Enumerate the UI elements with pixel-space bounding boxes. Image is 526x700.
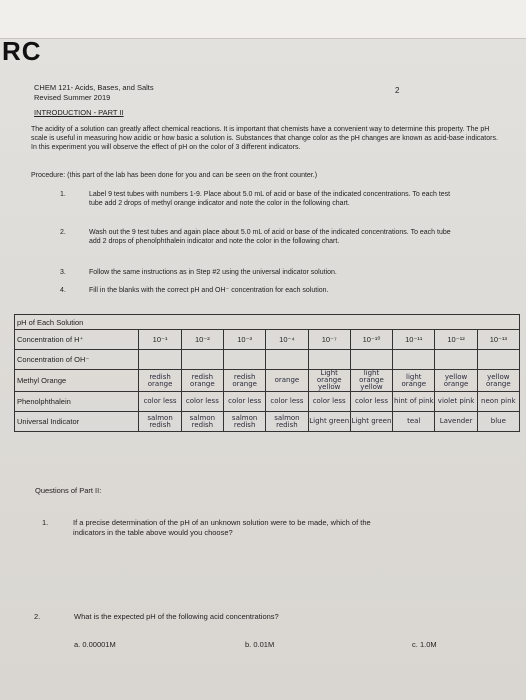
handwritten-color: color less [139,392,181,412]
table-row [15,392,520,412]
option-c: c. 1.0M [412,640,437,649]
handwritten-color: orange [266,370,308,392]
handwritten-color: color less [224,392,266,412]
handwritten-color: salmon redish [224,412,266,432]
blank-cell[interactable] [393,350,435,370]
intro-paragraph: The acidity of a solution can greatly affect chemical reactions. It is important that chemists have a convenient way to determine this property. The pH scale is useful in measuring how acidic or how basic a solution is. Substances that change color as the pH changes are known as acid-base indicators. In this experiment you will observe the effect of pH on the color of 3 different indicators. [31,126,498,151]
table-row [15,370,520,392]
table-row [15,315,520,330]
h-value: 10⁻¹² [435,330,477,350]
handwritten-color: light orange [393,370,435,392]
worksheet-page: RC CHEM 121- Acids, Bases, and Salts Revised Summer 2019 2 INTRODUCTION - PART II The acidity of a solution can greatly affect chemical reactions. It is important that chemists have a convenient way to determine this property. The pH scale is useful in measuring how acidic or how basic a solution is. Substances that change color as the pH changes are known as acid-base indicators. In this experiment you will observe the effect of pH on the color of 3 different indicators. Procedure: (this part of the lab has been done for you and can be seen on the front counter.) 1. Label 9 test tubes with numbers 1-9. Place about 5.0 mL of acid or base of the indicated concentrations. To each test tube add 2 drops of methyl orange indicator and note the color in the following chart. 2. Wash out the 9 test tubes and again place about 5.0 mL of acid or base of the indicated concentrations. To each tube add 2 drops of phenolphthalein indicator and note the color in the following chart. 3. Follow the same instructions as in Step #2 using the universal indicator solution. 4. Fill in the blanks with the correct pH and OH⁻ concentration for each solution. pH of Each Solution Concentration of H⁺ 10⁻¹ 10⁻² 10⁻³ 10⁻⁴ 10⁻⁷ 10⁻¹⁰ 10⁻¹¹ 10⁻¹² 10⁻¹³ Concentration of OH⁻ Methyl Orange redish orange redish orange redish orange orange Light orange yellow light orange yellow light orange yellow orange yellow orange Phenolphthalein color less color less color less color less color less color less hint of pink violet pink neon pink Universal Indicator salmon redish salmon redish salmon redish salmon redish Light green Light green teal Lavender blue Questions of Part II: 1. If a precise determination of the pH of an unknown solution were to be made, which of the indicators in the table above would you choose? 2. What is the expected pH of the following acid concentrations? a. 0.00001M b. 0.01M c. 1.0M [0,0,526,700]
handwritten-color: light orange yellow [350,370,392,392]
document-header [34,83,154,103]
row-label-phenolphthalein: Phenolphthalein [15,392,139,412]
handwritten-color: Lavender [435,412,477,432]
handwritten-color: Light green [350,412,392,432]
table-row [15,412,520,432]
handwritten-color: redish orange [224,370,266,392]
handwritten-color: salmon redish [139,412,181,432]
procedure-label: Procedure: (this part of the lab has been done for you and can be seen on the front counter.) [31,172,318,179]
h-value: 10⁻² [181,330,223,350]
blank-cell[interactable] [266,350,308,370]
h-value: 10⁻¹¹ [393,330,435,350]
blank-cell[interactable] [477,350,519,370]
h-value: 10⁻⁷ [308,330,350,350]
handwritten-color: redish orange [139,370,181,392]
handwritten-color: color less [266,392,308,412]
handwritten-color: salmon redish [181,412,223,432]
handwritten-color: color less [350,392,392,412]
page-number: 2 [395,86,400,95]
handwritten-color: blue [477,412,519,432]
blank-cell[interactable] [308,350,350,370]
previous-page-edge [0,0,526,39]
handwritten-color: yellow orange [477,370,519,392]
handwritten-color: teal [393,412,435,432]
row-label-universal-indicator: Universal Indicator [15,412,139,432]
option-a: a. 0.00001M [74,640,116,649]
blank-cell[interactable] [224,350,266,370]
question-number: 1. [42,518,49,527]
logo-text: RC [2,36,42,66]
h-value: 10⁻¹ [139,330,181,350]
handwritten-color: Light green [308,412,350,432]
blank-cell[interactable] [350,350,392,370]
handwritten-color: neon pink [477,392,519,412]
table-row [15,350,520,370]
handwritten-color: redish orange [181,370,223,392]
h-value: 10⁻¹⁰ [350,330,392,350]
table-title: pH of Each Solution [15,315,520,330]
blank-cell[interactable] [139,350,181,370]
question-number: 2. [34,612,41,621]
option-b: b. 0.01M [245,640,275,649]
blank-cell[interactable] [181,350,223,370]
course-title: CHEM 121- Acids, Bases, and Salts [34,83,154,92]
h-value: 10⁻⁴ [266,330,308,350]
indicator-table [14,314,520,432]
question-2-text: What is the expected pH of the following acid concentrations? [74,612,279,621]
handwritten-color: hint of pink [393,392,435,412]
handwritten-color: violet pink [435,392,477,412]
row-label-methyl-orange: Methyl Orange [15,370,139,392]
h-value: 10⁻³ [224,330,266,350]
oh-concentration-label: Concentration of OH⁻ [15,350,139,370]
question-1-text: If a precise determination of the pH of an unknown solution were to be made, which of the indicators in the table above would you choose? [73,518,371,537]
revision-date: Revised Summer 2019 [34,93,111,102]
questions-heading: Questions of Part II: [35,486,102,495]
handwritten-color: color less [308,392,350,412]
blank-cell[interactable] [435,350,477,370]
handwritten-color: Light orange yellow [308,370,350,392]
h-concentration-label: Concentration of H⁺ [15,330,139,350]
h-value: 10⁻¹³ [477,330,519,350]
table-row [15,330,520,350]
handwritten-color: salmon redish [266,412,308,432]
handwritten-color: color less [181,392,223,412]
handwritten-color: yellow orange [435,370,477,392]
section-heading: INTRODUCTION - PART II [34,108,124,117]
